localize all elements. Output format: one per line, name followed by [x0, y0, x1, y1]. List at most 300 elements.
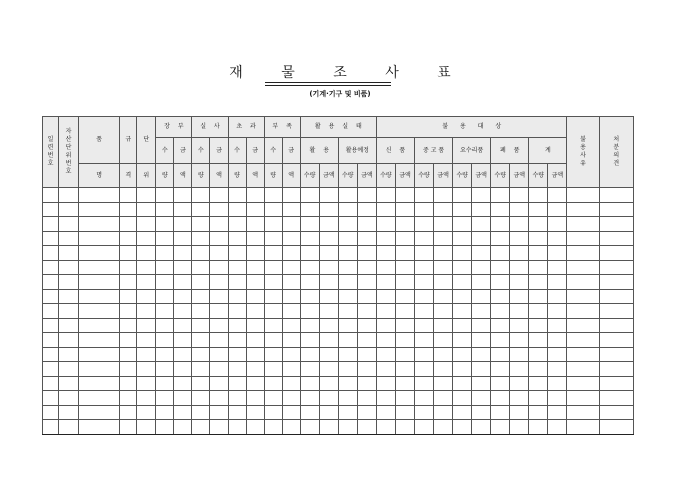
table-cell — [491, 246, 510, 261]
table-cell — [357, 217, 376, 232]
table-cell — [192, 405, 210, 420]
table-cell — [434, 260, 453, 275]
table-cell — [453, 275, 472, 290]
table-cell — [43, 376, 59, 391]
table-cell — [510, 333, 529, 348]
header-actual-amount-bottom: 액 — [210, 164, 228, 188]
inventory-table — [42, 116, 634, 435]
table-cell — [300, 347, 319, 362]
table-cell — [567, 188, 599, 203]
table-cell — [59, 217, 79, 232]
table-cell — [137, 246, 156, 261]
header-spec-bottom: 격 — [120, 164, 137, 188]
table-cell — [599, 275, 633, 290]
table-cell — [548, 347, 567, 362]
table-cell — [246, 333, 264, 348]
table-cell — [300, 275, 319, 290]
table-row — [43, 376, 634, 391]
table-cell — [472, 188, 491, 203]
table-cell — [210, 391, 228, 406]
table-cell — [453, 246, 472, 261]
table-cell — [472, 333, 491, 348]
table-cell — [79, 318, 120, 333]
table-cell — [137, 231, 156, 246]
table-cell — [529, 260, 548, 275]
table-cell — [156, 289, 174, 304]
header-asset-unit-no: 자 산 단 위 번 호 — [59, 117, 79, 188]
table-cell — [246, 231, 264, 246]
header-excess-amount-bottom: 액 — [246, 164, 264, 188]
table-cell — [395, 391, 414, 406]
table-row — [43, 231, 634, 246]
table-cell — [567, 318, 599, 333]
table-cell — [472, 347, 491, 362]
header-unusable-target: 불 용 대 상 — [376, 117, 567, 138]
table-cell — [192, 304, 210, 319]
table-cell — [228, 376, 246, 391]
table-cell — [434, 246, 453, 261]
table-cell — [43, 347, 59, 362]
table-cell — [376, 376, 395, 391]
header-usage: 활 용 — [300, 138, 338, 164]
table-cell — [210, 202, 228, 217]
table-cell — [567, 376, 599, 391]
table-cell — [43, 260, 59, 275]
table-cell — [228, 405, 246, 420]
table-cell — [529, 420, 548, 435]
table-cell — [357, 347, 376, 362]
table-cell — [357, 318, 376, 333]
table-cell — [453, 231, 472, 246]
table-cell — [434, 318, 453, 333]
table-cell — [282, 246, 300, 261]
header-item-name-bottom: 명 — [79, 164, 120, 188]
table-row — [43, 217, 634, 232]
table-cell — [156, 420, 174, 435]
table-cell — [210, 405, 228, 420]
table-cell — [529, 217, 548, 232]
header-excess-qty-bottom: 량 — [228, 164, 246, 188]
table-cell — [472, 202, 491, 217]
table-cell — [338, 347, 357, 362]
document-title: 재 물 조 사 표 — [229, 65, 468, 81]
table-cell — [395, 246, 414, 261]
table-cell — [137, 289, 156, 304]
table-cell — [192, 246, 210, 261]
header-repair-needed: 요수리품 — [453, 138, 491, 164]
table-cell — [548, 362, 567, 377]
table-cell — [567, 391, 599, 406]
table-cell — [174, 333, 192, 348]
table-cell — [376, 217, 395, 232]
table-cell — [79, 188, 120, 203]
table-cell — [434, 275, 453, 290]
table-cell — [434, 304, 453, 319]
table-cell — [376, 391, 395, 406]
table-cell — [79, 246, 120, 261]
header-waste-amount: 금액 — [510, 164, 529, 188]
table-row — [43, 260, 634, 275]
table-cell — [491, 217, 510, 232]
table-cell — [567, 304, 599, 319]
table-cell — [529, 188, 548, 203]
table-cell — [376, 231, 395, 246]
table-cell — [210, 231, 228, 246]
table-cell — [357, 405, 376, 420]
table-cell — [491, 376, 510, 391]
table-cell — [210, 362, 228, 377]
table-cell — [174, 391, 192, 406]
table-cell — [264, 304, 282, 319]
table-cell — [228, 347, 246, 362]
header-total-qty: 수량 — [529, 164, 548, 188]
table-cell — [338, 188, 357, 203]
table-cell — [319, 362, 338, 377]
table-cell — [599, 333, 633, 348]
table-cell — [548, 318, 567, 333]
table-cell — [228, 188, 246, 203]
table-cell — [567, 289, 599, 304]
table-cell — [510, 347, 529, 362]
table-cell — [174, 289, 192, 304]
header-unit-bottom: 위 — [137, 164, 156, 188]
table-cell — [300, 318, 319, 333]
table-cell — [210, 217, 228, 232]
table-cell — [472, 231, 491, 246]
table-cell — [59, 246, 79, 261]
header-total-amount: 금액 — [548, 164, 567, 188]
table-cell — [548, 420, 567, 435]
table-row — [43, 420, 634, 435]
table-cell — [156, 391, 174, 406]
table-cell — [319, 420, 338, 435]
table-cell — [510, 362, 529, 377]
table-cell — [210, 347, 228, 362]
table-cell — [43, 188, 59, 203]
table-cell — [599, 420, 633, 435]
table-cell — [567, 347, 599, 362]
table-cell — [137, 405, 156, 420]
table-cell — [246, 246, 264, 261]
table-cell — [415, 246, 434, 261]
table-cell — [529, 289, 548, 304]
table-cell — [434, 289, 453, 304]
table-cell — [529, 318, 548, 333]
table-cell — [228, 362, 246, 377]
table-cell — [210, 275, 228, 290]
table-cell — [282, 318, 300, 333]
table-cell — [264, 217, 282, 232]
table-cell — [599, 347, 633, 362]
table-cell — [156, 376, 174, 391]
header-unusable-reason: 불 용 사 유 — [567, 117, 599, 188]
table-cell — [415, 362, 434, 377]
table-cell — [376, 202, 395, 217]
table-cell — [300, 376, 319, 391]
table-cell — [282, 202, 300, 217]
table-cell — [246, 405, 264, 420]
table-cell — [548, 333, 567, 348]
table-cell — [174, 231, 192, 246]
table-cell — [434, 376, 453, 391]
table-cell — [264, 318, 282, 333]
table-cell — [264, 202, 282, 217]
table-cell — [491, 405, 510, 420]
table-cell — [491, 304, 510, 319]
table-cell — [338, 405, 357, 420]
table-cell — [43, 275, 59, 290]
table-cell — [319, 333, 338, 348]
header-used-item: 중 고 품 — [415, 138, 453, 164]
table-cell — [395, 333, 414, 348]
table-cell — [599, 289, 633, 304]
table-cell — [174, 275, 192, 290]
table-cell — [246, 347, 264, 362]
table-cell — [548, 188, 567, 203]
table-cell — [357, 275, 376, 290]
table-cell — [79, 376, 120, 391]
table-cell — [174, 420, 192, 435]
table-cell — [529, 405, 548, 420]
table-cell — [529, 391, 548, 406]
table-cell — [376, 260, 395, 275]
table-cell — [567, 231, 599, 246]
table-cell — [192, 333, 210, 348]
table-cell — [319, 391, 338, 406]
table-cell — [453, 376, 472, 391]
table-cell — [491, 275, 510, 290]
header-ledger-amount-bottom: 액 — [174, 164, 192, 188]
table-cell — [453, 362, 472, 377]
table-cell — [599, 260, 633, 275]
table-cell — [376, 333, 395, 348]
table-cell — [210, 333, 228, 348]
table-cell — [376, 275, 395, 290]
table-cell — [376, 318, 395, 333]
table-cell — [264, 362, 282, 377]
table-cell — [59, 376, 79, 391]
table-cell — [395, 275, 414, 290]
table-cell — [338, 318, 357, 333]
table-cell — [510, 231, 529, 246]
table-cell — [395, 318, 414, 333]
table-cell — [228, 318, 246, 333]
header-shortage-amount-top: 금 — [282, 138, 300, 164]
table-row — [43, 246, 634, 261]
table-cell — [228, 420, 246, 435]
header-ledger-qty-bottom: 량 — [156, 164, 174, 188]
table-row — [43, 275, 634, 290]
table-cell — [43, 246, 59, 261]
table-cell — [192, 318, 210, 333]
table-cell — [228, 202, 246, 217]
table-cell — [120, 391, 137, 406]
table-cell — [59, 333, 79, 348]
table-cell — [529, 231, 548, 246]
table-cell — [264, 275, 282, 290]
table-cell — [264, 333, 282, 348]
table-cell — [137, 275, 156, 290]
table-cell — [137, 391, 156, 406]
table-cell — [300, 246, 319, 261]
table-cell — [59, 188, 79, 203]
table-row — [43, 347, 634, 362]
table-cell — [548, 289, 567, 304]
table-cell — [357, 231, 376, 246]
table-cell — [395, 231, 414, 246]
table-cell — [43, 420, 59, 435]
table-cell — [79, 333, 120, 348]
table-cell — [174, 405, 192, 420]
table-cell — [472, 405, 491, 420]
table-cell — [300, 362, 319, 377]
table-cell — [137, 217, 156, 232]
table-row — [43, 405, 634, 420]
table-cell — [174, 362, 192, 377]
table-cell — [472, 217, 491, 232]
header-waste: 폐 품 — [491, 138, 529, 164]
table-cell — [491, 188, 510, 203]
table-cell — [319, 289, 338, 304]
table-cell — [338, 260, 357, 275]
table-cell — [510, 376, 529, 391]
table-cell — [282, 289, 300, 304]
table-cell — [228, 333, 246, 348]
table-cell — [529, 304, 548, 319]
table-cell — [395, 289, 414, 304]
table-cell — [453, 333, 472, 348]
table-cell — [548, 231, 567, 246]
table-cell — [300, 391, 319, 406]
table-cell — [453, 420, 472, 435]
table-cell — [210, 260, 228, 275]
table-cell — [338, 217, 357, 232]
table-cell — [434, 362, 453, 377]
table-cell — [567, 362, 599, 377]
table-cell — [319, 260, 338, 275]
table-cell — [599, 391, 633, 406]
header-used-qty: 수량 — [415, 164, 434, 188]
table-cell — [156, 405, 174, 420]
table-cell — [453, 217, 472, 232]
table-cell — [137, 304, 156, 319]
table-cell — [156, 260, 174, 275]
table-cell — [192, 231, 210, 246]
table-cell — [156, 304, 174, 319]
table-cell — [300, 217, 319, 232]
table-cell — [264, 391, 282, 406]
table-cell — [264, 347, 282, 362]
table-cell — [282, 333, 300, 348]
table-cell — [300, 260, 319, 275]
table-cell — [79, 275, 120, 290]
table-cell — [300, 188, 319, 203]
table-cell — [548, 202, 567, 217]
table-cell — [319, 347, 338, 362]
table-cell — [548, 275, 567, 290]
table-cell — [415, 202, 434, 217]
table-cell — [415, 217, 434, 232]
title-underline-second — [265, 85, 391, 86]
table-cell — [599, 217, 633, 232]
table-cell — [282, 231, 300, 246]
table-cell — [395, 202, 414, 217]
table-cell — [491, 391, 510, 406]
table-cell — [491, 202, 510, 217]
table-cell — [376, 362, 395, 377]
table-cell — [174, 304, 192, 319]
table-cell — [548, 217, 567, 232]
table-cell — [319, 202, 338, 217]
table-cell — [453, 391, 472, 406]
table-cell — [137, 420, 156, 435]
table-cell — [192, 376, 210, 391]
table-cell — [282, 391, 300, 406]
table-cell — [357, 391, 376, 406]
table-cell — [453, 260, 472, 275]
table-cell — [599, 188, 633, 203]
table-cell — [415, 289, 434, 304]
table-cell — [472, 376, 491, 391]
table-cell — [282, 376, 300, 391]
title-underline — [265, 82, 391, 83]
table-cell — [228, 304, 246, 319]
table-cell — [156, 275, 174, 290]
table-cell — [120, 289, 137, 304]
table-cell — [472, 304, 491, 319]
header-new-amount: 금액 — [395, 164, 414, 188]
table-cell — [120, 231, 137, 246]
table-body — [43, 188, 634, 435]
table-cell — [59, 347, 79, 362]
table-cell — [357, 202, 376, 217]
table-cell — [529, 333, 548, 348]
table-cell — [376, 246, 395, 261]
table-cell — [174, 188, 192, 203]
table-cell — [79, 391, 120, 406]
header-ledger: 장 부 — [156, 117, 192, 138]
table-cell — [338, 362, 357, 377]
table-cell — [529, 347, 548, 362]
table-cell — [246, 260, 264, 275]
table-cell — [264, 231, 282, 246]
table-cell — [599, 246, 633, 261]
table-cell — [491, 347, 510, 362]
header-ledger-amount-top: 금 — [174, 138, 192, 164]
table-cell — [228, 275, 246, 290]
header-actual-amount-top: 금 — [210, 138, 228, 164]
table-cell — [246, 376, 264, 391]
table-cell — [434, 202, 453, 217]
table-cell — [319, 275, 338, 290]
table-cell — [79, 289, 120, 304]
table-cell — [376, 289, 395, 304]
header-row-3 — [43, 164, 634, 188]
table-cell — [246, 391, 264, 406]
table-cell — [120, 318, 137, 333]
header-actual-qty-bottom: 량 — [192, 164, 210, 188]
table-cell — [357, 333, 376, 348]
table-cell — [357, 289, 376, 304]
table-cell — [415, 405, 434, 420]
table-cell — [510, 202, 529, 217]
table-cell — [59, 231, 79, 246]
table-cell — [59, 362, 79, 377]
table-cell — [510, 275, 529, 290]
table-cell — [338, 304, 357, 319]
table-cell — [228, 260, 246, 275]
table-cell — [510, 304, 529, 319]
